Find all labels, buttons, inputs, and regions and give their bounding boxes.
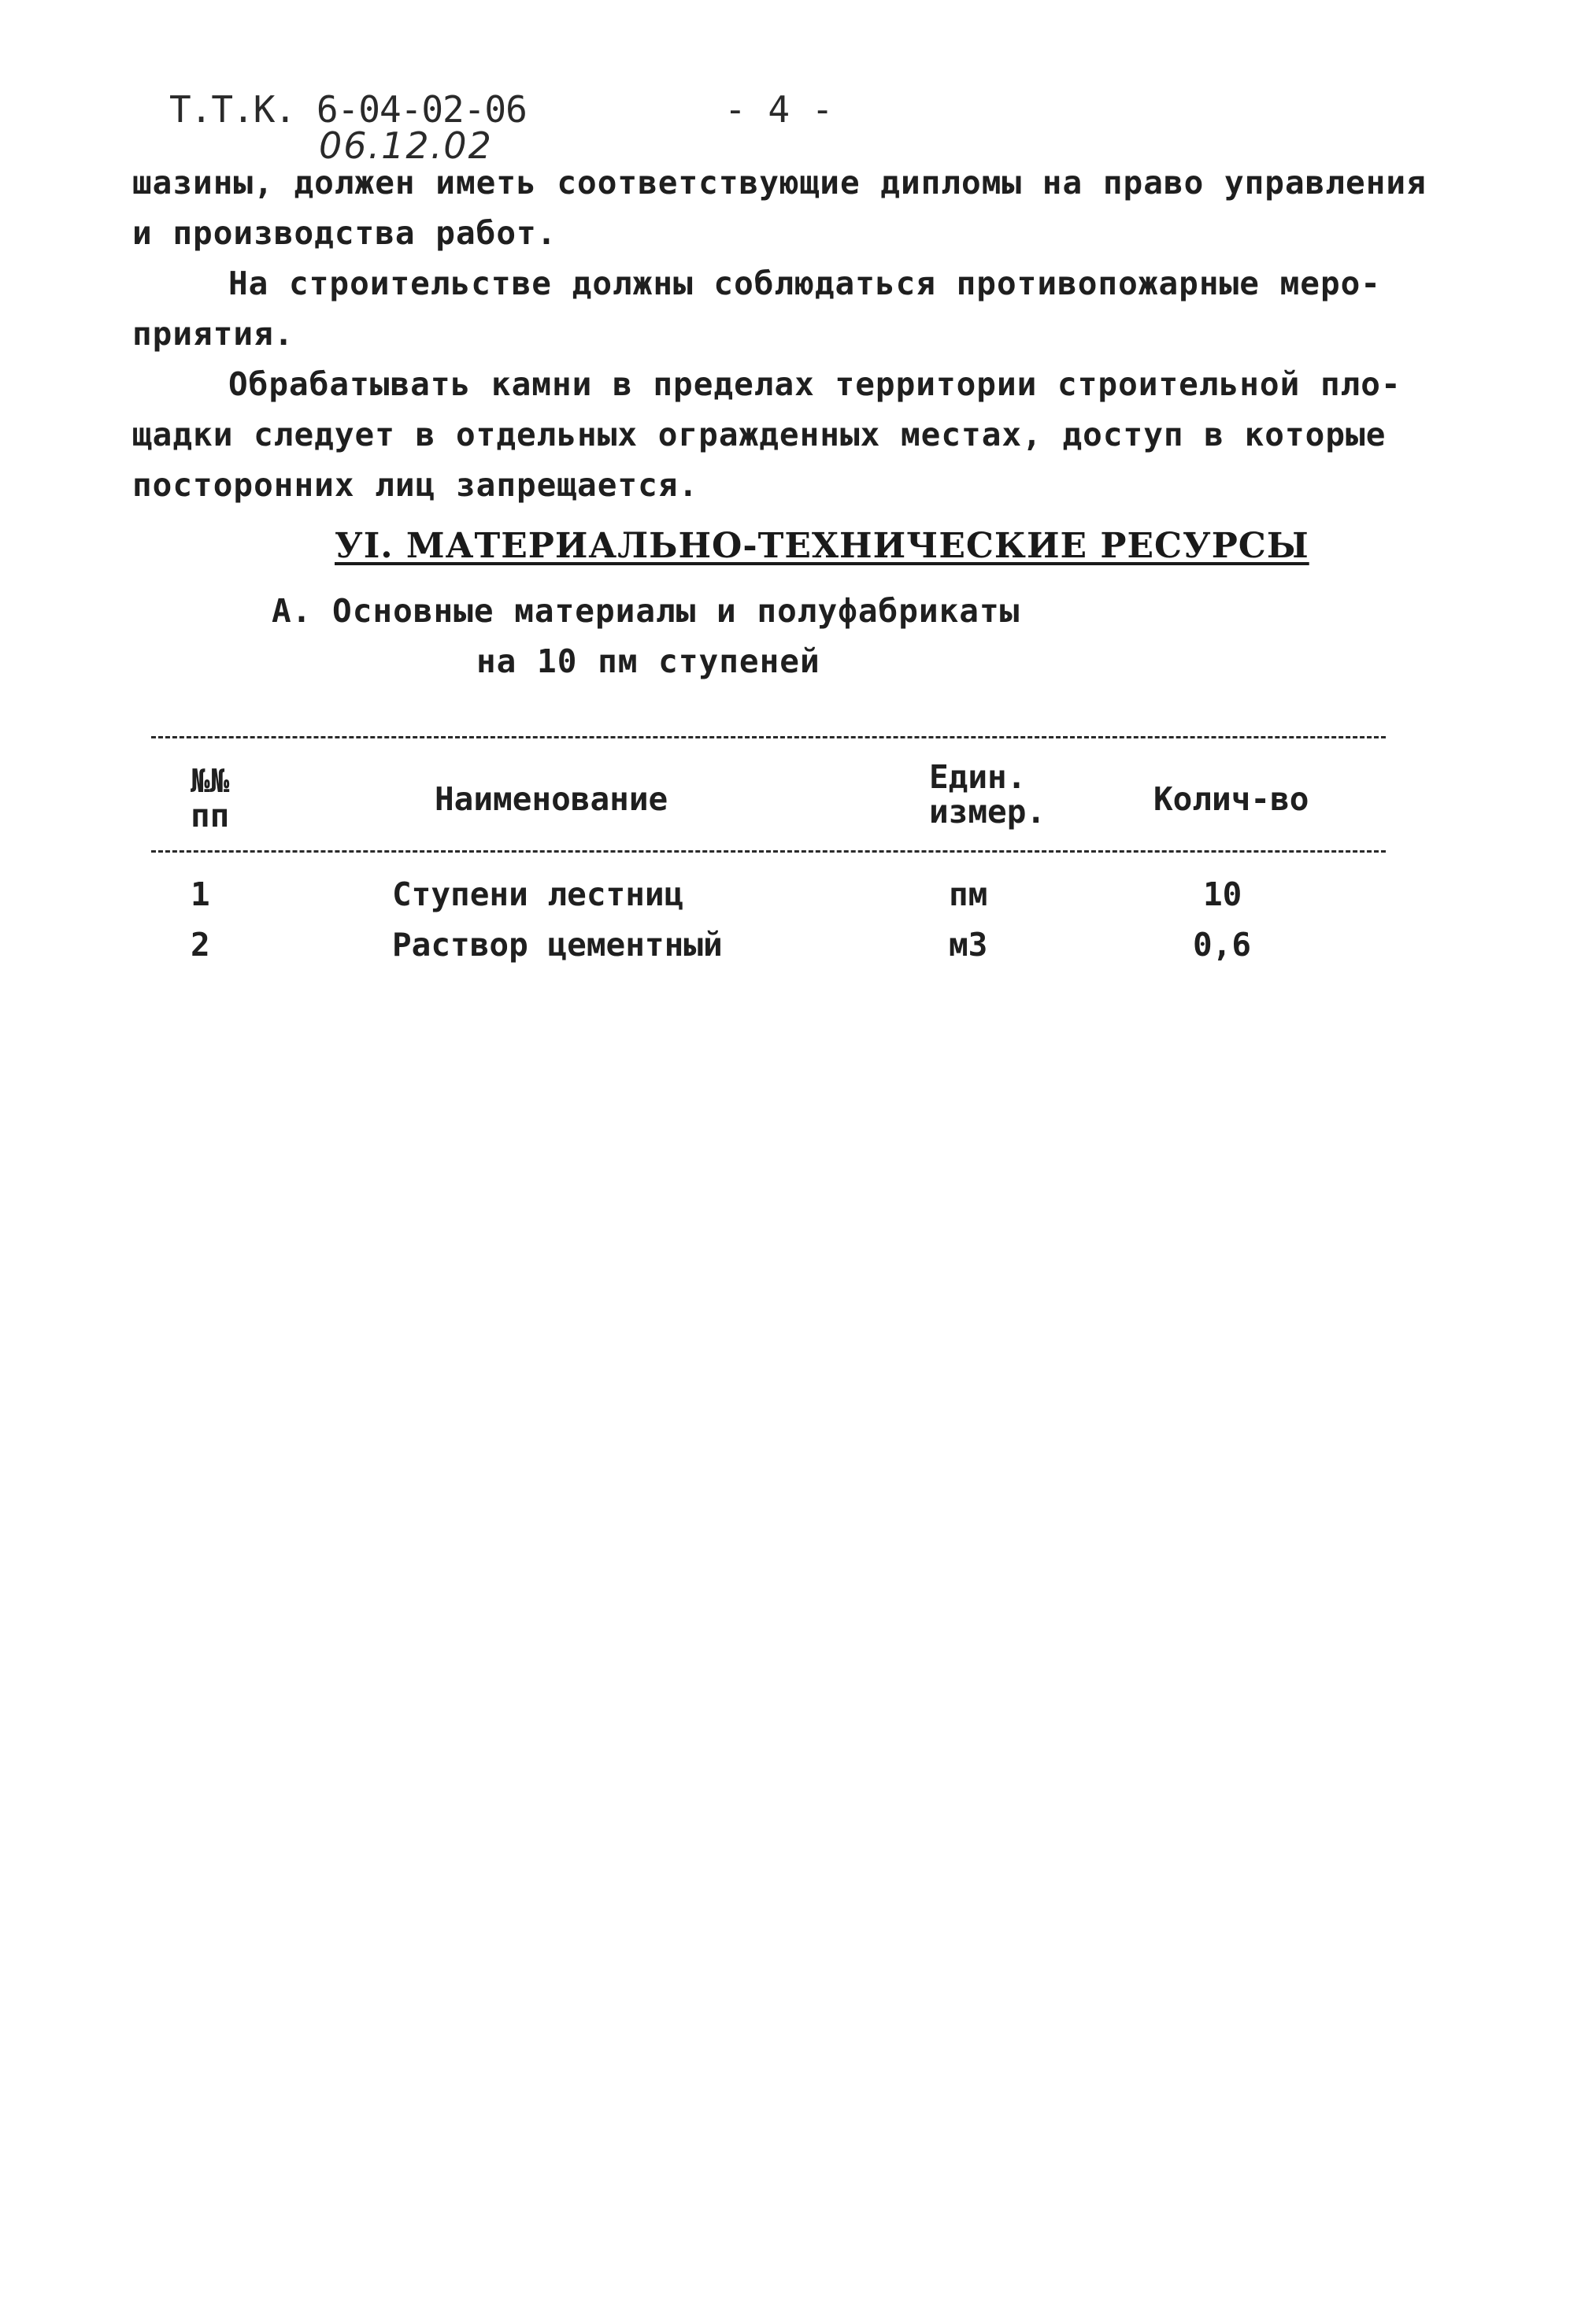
body-line-1: шазины, должен иметь соответствующие дипломы на право управления — [132, 164, 1427, 202]
section-subtitle-line2: на 10 пм ступеней — [476, 642, 820, 680]
row-1-qty: 10 — [1203, 875, 1242, 913]
section-subtitle-line1: А. Основные материалы и полуфабрикаты — [272, 592, 1020, 630]
row-2-qty: 0,6 — [1193, 926, 1252, 964]
table-top-rule — [151, 736, 1386, 738]
document-code: Т.Т.К. 6-04-02-06 — [169, 88, 527, 131]
row-1-unit: пм — [949, 875, 988, 913]
header-unit — [929, 760, 1046, 829]
body-line-6: щадки следует в отдельных огражденных местах, доступ в которые — [132, 416, 1387, 453]
table-header-rule — [151, 850, 1386, 853]
page-number: - 4 - — [724, 88, 834, 131]
row-1-name: Ступени лестниц — [392, 875, 684, 913]
row-2-name: Раствор цементный — [392, 926, 723, 964]
row-2-num: 2 — [191, 926, 210, 964]
body-line-4: приятия. — [132, 315, 294, 353]
header-name: Наименование — [435, 780, 668, 818]
header-unit-line2: измер. — [929, 793, 1046, 831]
body-line-5: Обрабатывать камни в пределах территории строительной пло- — [228, 365, 1401, 403]
header-num-line1: №№ — [191, 762, 230, 800]
body-line-7: посторонних лиц запрещается. — [132, 466, 699, 504]
row-2-unit: м3 — [949, 926, 988, 964]
header-num-line2: пп — [191, 797, 230, 834]
body-line-2: и производства работ. — [132, 214, 557, 252]
header-num — [191, 764, 229, 833]
body-line-3: На строительстве должны соблюдаться противопожарные меро- — [228, 265, 1381, 302]
handwritten-date: 06.12.02 — [319, 124, 493, 167]
header-qty: Колич-во — [1153, 780, 1309, 818]
row-1-num: 1 — [191, 875, 210, 913]
header-unit-line1: Един. — [929, 758, 1027, 796]
section-title: УI. МАТЕРИАЛЬНО-ТЕХНИЧЕСКИЕ РЕСУРСЫ — [335, 526, 1309, 566]
